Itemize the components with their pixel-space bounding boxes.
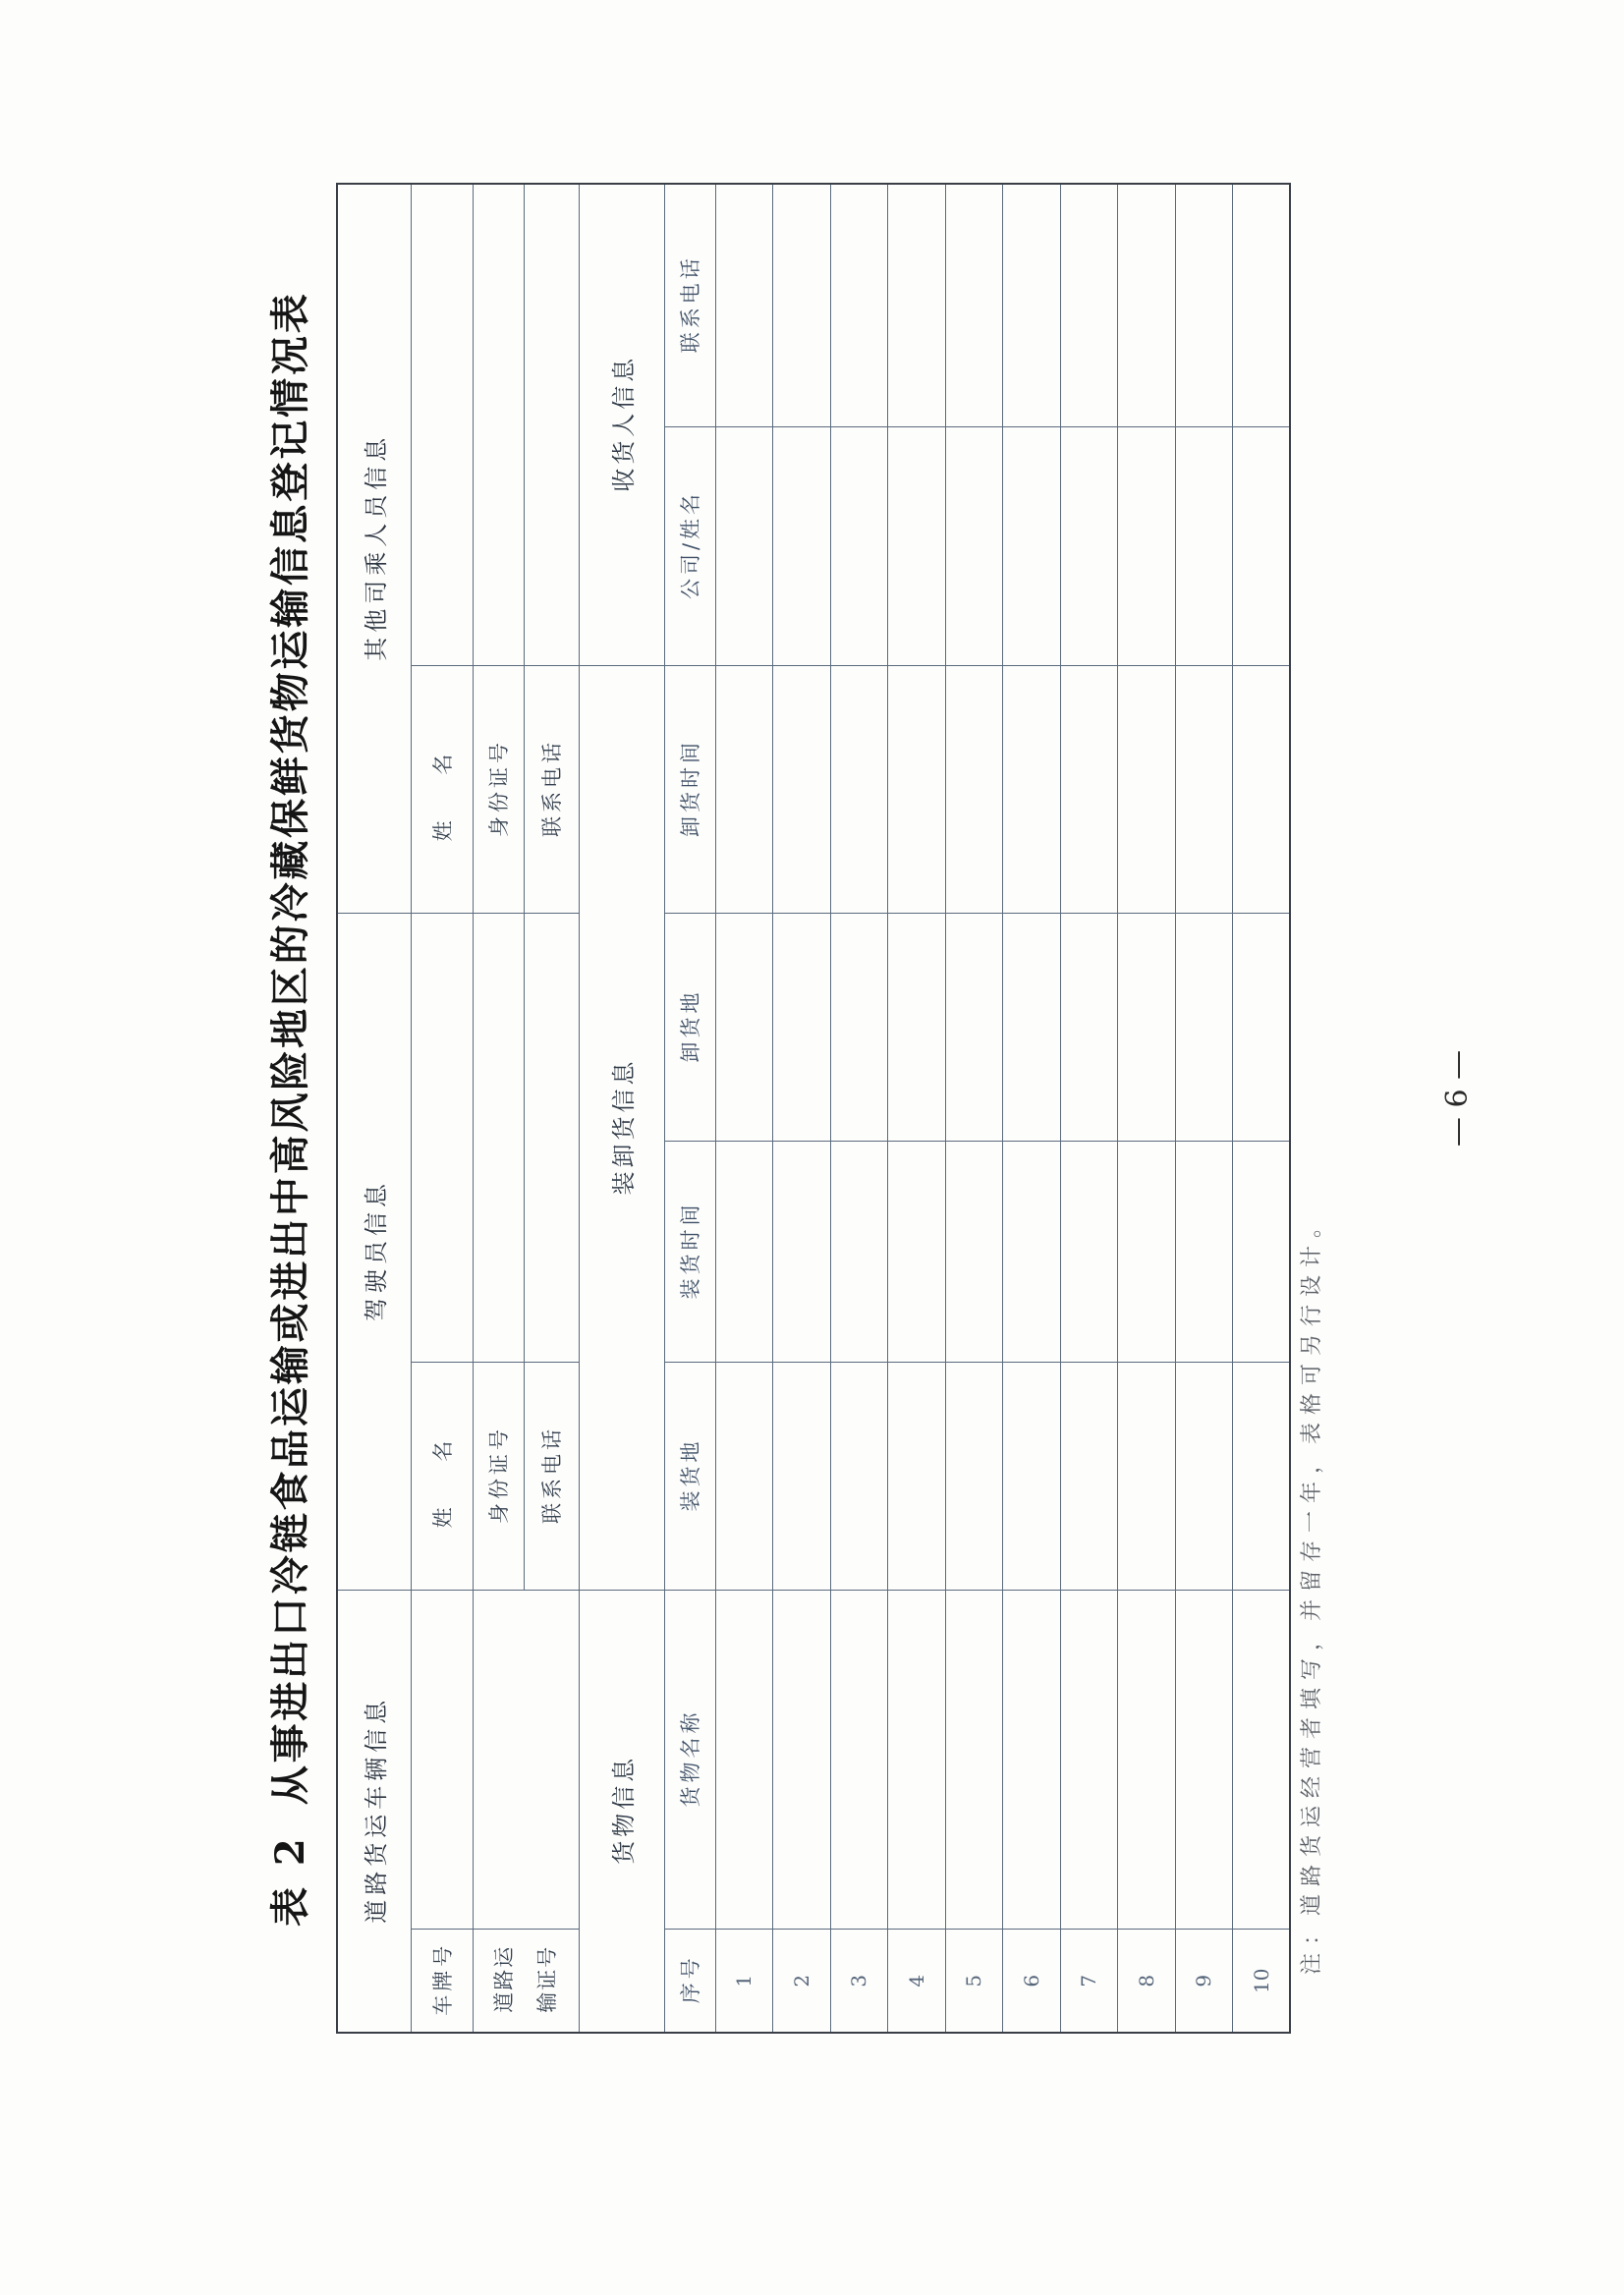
loading-time-cell <box>830 1142 888 1363</box>
consignee-name-cell <box>1175 427 1233 666</box>
column-header-serial: 序号 <box>664 1930 715 2033</box>
transport-permit-value <box>473 1591 579 1930</box>
consignee-phone-cell <box>715 184 773 427</box>
column-header-consignee-name: 公司/姓名 <box>664 427 715 666</box>
consignee-phone-cell <box>888 184 946 427</box>
table-row <box>715 184 773 2033</box>
passenger-info-heading: 其他司乘人员信息 <box>337 184 411 914</box>
consignee-name-cell <box>945 427 1003 666</box>
loading-place-cell <box>1233 1363 1291 1591</box>
table-row <box>888 184 946 2033</box>
serial-number-cell: 5 <box>945 1930 1003 2033</box>
table-row <box>1175 184 1233 2033</box>
page-number: — 6 — <box>1440 1049 1475 1148</box>
consignee-name-cell <box>1233 427 1291 666</box>
consignee-phone-cell <box>1175 184 1233 427</box>
serial-number-cell: 7 <box>1060 1930 1118 2033</box>
consignee-phone-cell <box>830 184 888 427</box>
cargo-name-cell <box>1233 1591 1291 1930</box>
cargo-name-cell <box>888 1591 946 1930</box>
table-row <box>1233 184 1291 2033</box>
loading-time-cell <box>1233 1142 1291 1363</box>
unloading-time-cell <box>945 666 1003 914</box>
passenger-id-value <box>473 184 524 666</box>
loading-time-cell <box>773 1142 831 1363</box>
consignee-name-cell <box>1003 427 1061 666</box>
cargo-name-cell <box>830 1591 888 1930</box>
vehicle-info-heading: 道路货运车辆信息 <box>337 1591 411 2033</box>
loading-time-cell <box>1175 1142 1233 1363</box>
loading-place-cell <box>830 1363 888 1591</box>
serial-number-cell: 8 <box>1118 1930 1176 2033</box>
table-row <box>830 184 888 2033</box>
cargo-name-cell <box>1003 1591 1061 1930</box>
consignee-info-heading: 收货人信息 <box>579 184 664 666</box>
consignee-phone-cell <box>1118 184 1176 427</box>
registration-table <box>336 183 1291 2034</box>
loading-place-cell <box>715 1363 773 1591</box>
table-row <box>1118 184 1176 2033</box>
unloading-time-cell <box>830 666 888 914</box>
unloading-place-cell <box>830 914 888 1142</box>
passenger-name-label <box>411 666 473 914</box>
consignee-name-cell <box>830 427 888 666</box>
serial-number-cell: 4 <box>888 1930 946 2033</box>
loading-time-cell <box>1060 1142 1118 1363</box>
unloading-time-cell <box>1175 666 1233 914</box>
unloading-time-cell <box>773 666 831 914</box>
column-header-unloading-time: 卸货时间 <box>664 666 715 914</box>
name-row <box>411 184 473 2033</box>
column-header-loading-time: 装货时间 <box>664 1142 715 1363</box>
unloading-time-cell <box>1118 666 1176 914</box>
transport-permit-label-text: 道路运输证号 <box>492 1944 559 2013</box>
plate-number-value <box>411 1591 473 1930</box>
serial-number-cell: 1 <box>715 1930 773 2033</box>
loading-time-cell <box>945 1142 1003 1363</box>
loading-time-cell <box>715 1142 773 1363</box>
table-row <box>1003 184 1061 2033</box>
consignee-phone-cell <box>1003 184 1061 427</box>
driver-id-label: 身份证号 <box>473 1363 524 1591</box>
passenger-name-label-text: 姓 名 <box>430 734 455 842</box>
serial-number-cell: 10 <box>1233 1930 1291 2033</box>
loading-place-cell <box>1003 1363 1061 1591</box>
passenger-id-label: 身份证号 <box>473 666 524 914</box>
loading-place-cell <box>773 1363 831 1591</box>
unloading-place-cell <box>1233 914 1291 1142</box>
serial-number-cell: 3 <box>830 1930 888 2033</box>
plate-number-label: 车牌号 <box>411 1930 473 2033</box>
loading-time-cell <box>1118 1142 1176 1363</box>
consignee-name-cell <box>888 427 946 666</box>
passenger-name-value <box>411 184 473 666</box>
unloading-place-cell <box>1060 914 1118 1142</box>
unloading-time-cell <box>888 666 946 914</box>
unloading-place-cell <box>888 914 946 1142</box>
id-row <box>473 184 524 2033</box>
cargo-name-cell <box>1118 1591 1176 1930</box>
consignee-phone-cell <box>1233 184 1291 427</box>
column-header-consignee-phone: 联系电话 <box>664 184 715 427</box>
table-number: 表 2 <box>267 1834 313 1927</box>
unloading-place-cell <box>1175 914 1233 1142</box>
unloading-time-cell <box>1233 666 1291 914</box>
loading-place-cell <box>1118 1363 1176 1591</box>
passenger-phone-label: 联系电话 <box>524 666 579 914</box>
unloading-place-cell <box>945 914 1003 1142</box>
unloading-place-cell <box>1003 914 1061 1142</box>
passenger-phone-value <box>524 184 579 666</box>
serial-number-cell: 9 <box>1175 1930 1233 2033</box>
table-row <box>945 184 1003 2033</box>
driver-name-label <box>411 1363 473 1591</box>
loading-place-cell <box>945 1363 1003 1591</box>
cargo-name-cell <box>945 1591 1003 1930</box>
column-header-loading-place: 装货地 <box>664 1363 715 1591</box>
cargo-name-cell <box>1060 1591 1118 1930</box>
serial-number-cell: 2 <box>773 1930 831 2033</box>
consignee-name-cell <box>773 427 831 666</box>
unloading-time-cell <box>1060 666 1118 914</box>
unloading-time-cell <box>715 666 773 914</box>
consignee-phone-cell <box>1060 184 1118 427</box>
table-row <box>1060 184 1118 2033</box>
loading-time-cell <box>888 1142 946 1363</box>
consignee-phone-cell <box>945 184 1003 427</box>
consignee-name-cell <box>1118 427 1176 666</box>
driver-name-label-text: 姓 名 <box>430 1421 455 1529</box>
unloading-place-cell <box>715 914 773 1142</box>
cargo-info-heading: 货物信息 <box>579 1591 664 2033</box>
column-header-unloading-place: 卸货地 <box>664 914 715 1142</box>
table-title-text: 从事进出口冷链食品运输或进出中高风险地区的冷藏保鲜货物运输信息登记情况表 <box>267 291 313 1806</box>
table-title <box>267 291 314 1927</box>
unloading-place-cell <box>773 914 831 1142</box>
cargo-name-cell <box>715 1591 773 1930</box>
loading-place-cell <box>1175 1363 1233 1591</box>
loading-place-cell <box>1060 1363 1118 1591</box>
consignee-name-cell <box>1060 427 1118 666</box>
unloading-time-cell <box>1003 666 1061 914</box>
cargo-name-cell <box>1175 1591 1233 1930</box>
serial-number-cell: 6 <box>1003 1930 1061 2033</box>
unloading-place-cell <box>1118 914 1176 1142</box>
footnote: 注：道路货运经营者填写，并留存一年，表格可另行设计。 <box>1300 1207 1324 1975</box>
column-header-cargo-name: 货物名称 <box>664 1591 715 1930</box>
driver-info-heading: 驾驶员信息 <box>337 914 411 1591</box>
driver-phone-value <box>524 914 579 1363</box>
driver-id-value <box>473 914 524 1363</box>
driver-phone-label: 联系电话 <box>524 1363 579 1591</box>
transport-permit-label <box>473 1930 579 2033</box>
driver-name-value <box>411 914 473 1363</box>
cargo-name-cell <box>773 1591 831 1930</box>
loading-place-cell <box>888 1363 946 1591</box>
section-header-row <box>337 184 411 2033</box>
loading-info-heading: 装卸货信息 <box>579 666 664 1591</box>
loading-time-cell <box>1003 1142 1061 1363</box>
table-row <box>773 184 831 2033</box>
consignee-phone-cell <box>773 184 831 427</box>
consignee-name-cell <box>715 427 773 666</box>
column-header-row <box>664 184 715 2033</box>
group-header-row <box>579 184 664 2033</box>
